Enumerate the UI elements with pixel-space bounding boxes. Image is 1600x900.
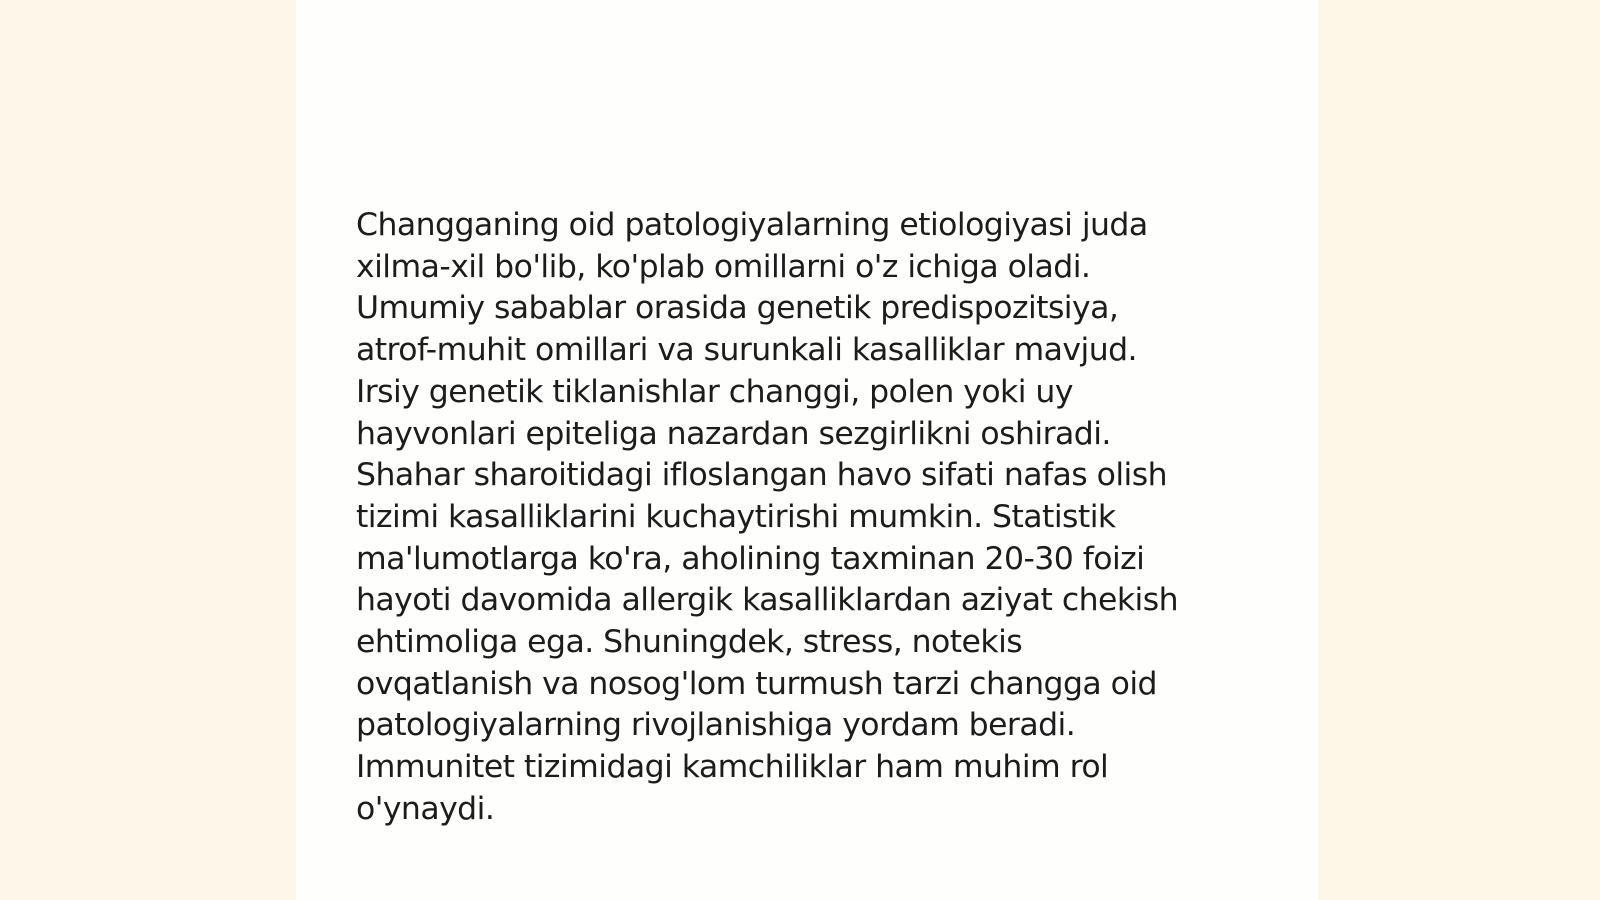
right-background-margin [1318,0,1600,900]
left-background-margin [0,0,296,900]
document-page [296,0,1318,900]
body-paragraph: Changganing oid patologiyalarning etiologiyasi juda xilma-xil bo'lib, ko'plab omillarni o'z ichiga oladi. Umumiy sabablar orasida genetik predispozitsiya, atrof-muhit omillari va surunkali kasalliklar mavjud. Irsiy genetik tiklanishlar changgi, polen yoki uy hayvonlari epiteliga nazardan sezgirlikni oshiradi. Shahar sharoitidagi ifloslangan havo sifati nafas olish tizimi kasalliklarini kuchaytirishi mumkin. Statistik ma'lumotlarga ko'ra, aholining taxminan 20-30 foizi hayoti davomida allergik kasalliklardan aziyat chekish ehtimoliga ega. Shuningdek, stress, notekis ovqatlanish va nosog'lom turmush tarzi changga oid patologiyalarning rivojlanishiga yordam beradi. Immunitet tizimidagi kamchiliklar ham muhim rol o'ynaydi. [356,207,1179,827]
